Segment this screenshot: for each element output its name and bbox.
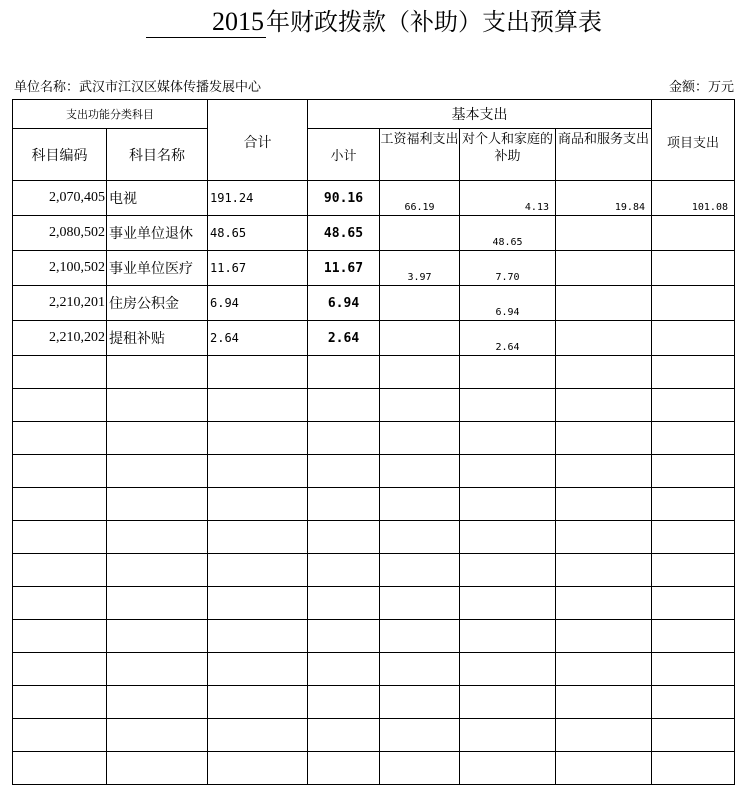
empty-row bbox=[13, 488, 735, 521]
empty-row bbox=[13, 686, 735, 719]
cell-subtotal: 48.65 bbox=[308, 216, 380, 251]
cell-total: 6.94 bbox=[208, 286, 308, 321]
cell-name: 事业单位退休 bbox=[107, 216, 208, 251]
cell-name: 事业单位医疗 bbox=[107, 251, 208, 286]
cell-project: 101.08 bbox=[652, 181, 735, 216]
cell-wages: 3.97 bbox=[380, 251, 460, 286]
cell-name: 提租补贴 bbox=[107, 321, 208, 356]
header-goods: 商品和服务支出 bbox=[556, 129, 652, 181]
cell-goods: 19.84 bbox=[556, 181, 652, 216]
empty-row bbox=[13, 752, 735, 785]
cell-code: 2,210,202 bbox=[13, 321, 107, 356]
title-year: 2015 bbox=[146, 7, 266, 38]
cell-total: 2.64 bbox=[208, 321, 308, 356]
cell-name: 电视 bbox=[107, 181, 208, 216]
header-total: 合计 bbox=[208, 100, 308, 181]
cell-code: 2,100,502 bbox=[13, 251, 107, 286]
cell-name: 住房公积金 bbox=[107, 286, 208, 321]
header-wages: 工资福利支出 bbox=[380, 129, 460, 181]
cell-goods bbox=[556, 286, 652, 321]
empty-row bbox=[13, 719, 735, 752]
title-text: 年财政拨款（补助）支出预算表 bbox=[266, 8, 602, 36]
empty-row bbox=[13, 422, 735, 455]
amount-unit-label: 金额：万元 bbox=[668, 80, 734, 95]
table-row bbox=[13, 321, 735, 356]
cell-goods bbox=[556, 321, 652, 356]
cell-personal: 2.64 bbox=[460, 321, 556, 356]
budget-table bbox=[12, 99, 735, 785]
empty-row bbox=[13, 389, 735, 422]
header-basic-expense: 基本支出 bbox=[308, 100, 652, 129]
cell-wages: 66.19 bbox=[380, 181, 460, 216]
cell-subtotal: 90.16 bbox=[308, 181, 380, 216]
table-row bbox=[13, 216, 735, 251]
cell-total: 48.65 bbox=[208, 216, 308, 251]
cell-subtotal: 6.94 bbox=[308, 286, 380, 321]
unit-name-label: 单位名称：武汉市江汉区媒体传播发展中心 bbox=[14, 80, 262, 95]
header-personal: 对个人和家庭的补助 bbox=[460, 129, 556, 181]
cell-code: 2,070,405 bbox=[13, 181, 107, 216]
cell-project bbox=[652, 286, 735, 321]
cell-personal: 48.65 bbox=[460, 216, 556, 251]
cell-personal: 4.13 bbox=[460, 181, 556, 216]
cell-wages bbox=[380, 216, 460, 251]
header-function-class: 支出功能分类科目 bbox=[13, 100, 208, 129]
empty-row bbox=[13, 356, 735, 389]
cell-subtotal: 2.64 bbox=[308, 321, 380, 356]
cell-total: 191.24 bbox=[208, 181, 308, 216]
cell-project bbox=[652, 321, 735, 356]
cell-personal: 7.70 bbox=[460, 251, 556, 286]
header-code: 科目编码 bbox=[13, 129, 107, 181]
header-subtotal: 小计 bbox=[308, 129, 380, 181]
empty-row bbox=[13, 455, 735, 488]
cell-total: 11.67 bbox=[208, 251, 308, 286]
empty-row bbox=[13, 554, 735, 587]
cell-wages bbox=[380, 286, 460, 321]
table-row bbox=[13, 286, 735, 321]
cell-personal: 6.94 bbox=[460, 286, 556, 321]
cell-goods bbox=[556, 216, 652, 251]
header-name: 科目名称 bbox=[107, 129, 208, 181]
cell-project bbox=[652, 216, 735, 251]
page-title bbox=[0, 6, 748, 38]
empty-row bbox=[13, 620, 735, 653]
cell-project bbox=[652, 251, 735, 286]
empty-row bbox=[13, 653, 735, 686]
cell-subtotal: 11.67 bbox=[308, 251, 380, 286]
cell-wages bbox=[380, 321, 460, 356]
cell-goods bbox=[556, 251, 652, 286]
empty-row bbox=[13, 521, 735, 554]
table-row bbox=[13, 251, 735, 286]
cell-code: 2,080,502 bbox=[13, 216, 107, 251]
table-row bbox=[13, 181, 735, 216]
cell-code: 2,210,201 bbox=[13, 286, 107, 321]
empty-row bbox=[13, 587, 735, 620]
header-project-expense: 项目支出 bbox=[652, 100, 735, 181]
